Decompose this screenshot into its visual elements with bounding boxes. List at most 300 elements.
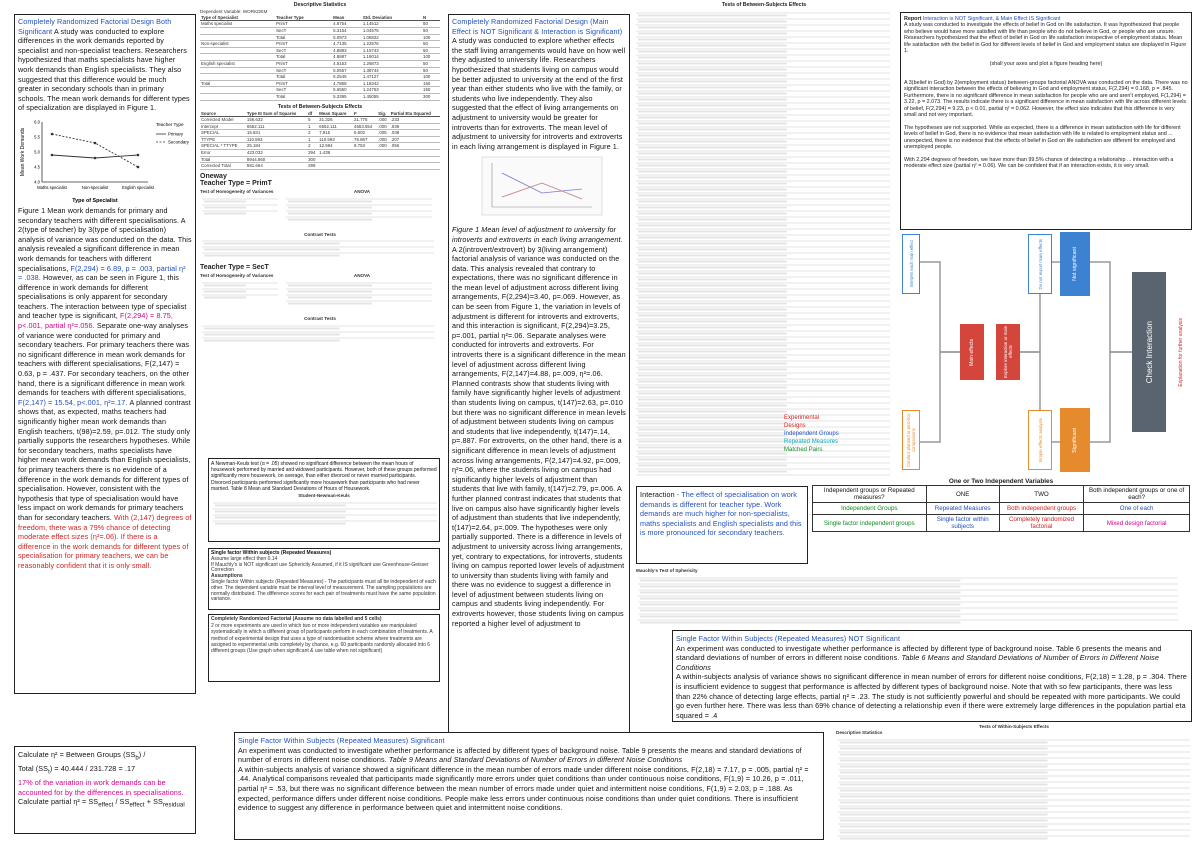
table-text-placeholder bbox=[640, 597, 960, 599]
desc-cell: 4.8883 bbox=[332, 47, 362, 54]
crf-figure-caption: Figure 1 Mean work demands for primary and secondary teachers with different specialisations. bbox=[18, 205, 180, 225]
snk-gridlines bbox=[213, 503, 437, 525]
sec-homog-title: Test of Homogeneity of Variances bbox=[200, 273, 274, 279]
table-text-placeholder bbox=[638, 141, 787, 143]
anova-cell: 423.032 bbox=[246, 150, 307, 157]
table-text-placeholder bbox=[640, 621, 960, 623]
within-sig-italic: Table 9 Means and Standard Deviations of Number of Errors in different Noise Conditions bbox=[388, 755, 683, 765]
table-text-placeholder bbox=[638, 213, 787, 215]
anova-cell bbox=[377, 150, 390, 157]
desc-cell: 1.47127 bbox=[362, 74, 422, 81]
table-text-placeholder bbox=[638, 45, 787, 47]
table-text-placeholder bbox=[638, 387, 787, 389]
table-text-placeholder bbox=[638, 471, 787, 473]
crf-stat-b: F(2,294) = 8.75, p<.001, partial η²=.056. bbox=[18, 311, 173, 331]
anova-cell: 1 bbox=[307, 123, 318, 130]
work-demands-line-chart bbox=[18, 116, 194, 204]
anova-cell: .207 bbox=[390, 136, 440, 143]
calc-partial-end: + SS bbox=[144, 797, 163, 807]
anova-cell bbox=[318, 156, 353, 163]
iv-h2: TWO bbox=[999, 486, 1083, 503]
report-title: Interaction is NOT Significant, & Main Effect IS Significant bbox=[922, 16, 1061, 22]
table-text-placeholder bbox=[638, 39, 787, 41]
table-text-placeholder bbox=[840, 759, 1048, 761]
x-tick-label: Non-specialist bbox=[81, 184, 109, 190]
prim-homog bbox=[200, 189, 280, 230]
desc-title: Descriptive Statistics bbox=[293, 2, 347, 8]
teacher-prim-title: Teacher Type = PrimT bbox=[200, 179, 272, 187]
anova-cell bbox=[390, 150, 440, 157]
desc-dv: Dependent Variable: WORKDEM bbox=[200, 9, 268, 14]
desc-cell: 1.14512 bbox=[362, 21, 422, 28]
within-ns-italic: Table 6 Means and Standard Deviations of Number of Errors in Different Noise Conditions bbox=[676, 653, 1159, 672]
flow-note4: Explanation for further analysis bbox=[1178, 317, 1184, 387]
newman-keuls-text: A Newman-Keuls test (α = .05) showed no significant difference between the mean hours of housework performed by married and widowed participants. However, both of these groups performed significantly more housework, on average, than either divorced or never married participants. Divorced participants performed significantly more housework than participants who had never married. Table 8 Mean and Standard Deviations of Hours of Housework. bbox=[211, 461, 437, 492]
anova-cell: .005 bbox=[377, 130, 390, 137]
anova-cell: 1 bbox=[307, 136, 318, 143]
series-line-secondary bbox=[52, 134, 138, 167]
legend-independent: Independent Groups bbox=[784, 431, 839, 437]
iv-r2-3: One of each bbox=[1084, 503, 1190, 515]
desc-cell: 100 bbox=[422, 34, 440, 41]
calc-line3: 17% of the variation in work demands can be accounted for by the differences in specialisations. bbox=[18, 778, 184, 797]
anova-cell: 21.775 bbox=[353, 117, 377, 124]
calculation-box bbox=[14, 746, 196, 834]
table-text-placeholder bbox=[638, 171, 787, 173]
desc-cell bbox=[200, 87, 275, 94]
anova-cell: .038 bbox=[390, 130, 440, 137]
within-ns-text2: A within-subjects analysis of variance shows no significant difference in mean number of errors for different noise conditions, F(2,18) = 1.28, p = .304. There is insufficient evidence to suggest that performance is affected by different types of background noise. Note that with so few participants, there was less than 22% chance of detecting large effects, partial η² = .23. The study is not sufficiently powerful and should be repeated with more participants. We could go even further here. There was less than 69% chance of detecting a relationship even if there were extremely large differences in the population partial eta squared = .4 bbox=[676, 672, 1187, 720]
iv-h0: Independent groups or Repeated measures? bbox=[813, 486, 927, 503]
table-text-placeholder bbox=[840, 795, 1048, 797]
within-sig-text2: A within-subjects analysis of variance showed a significant difference in the mean number of errors made under different noise conditions, F(2,18) = 7.17, p = .005, partial η² = .44. Analytical comparisons revealed that participants made significantly more errors under quiet conditions than under continuous noise conditions, F(1,9) = 10.26, p = .011, partial η² = .53, but there was no significant difference between the mean number of errors made under quiet and intermittent noise conditions, F(1,9) = 2.03, p = .188. As expected, performance differs under different noise conditions. People make less errors under continuous noise conditions than under quiet conditions. There is insufficient evidence to suggest any difference in performance between quiet and intermittent noise conditions. bbox=[238, 764, 809, 813]
table-text-placeholder bbox=[840, 801, 1048, 803]
calc-sub-effect-2: effect bbox=[129, 802, 145, 809]
anova-row bbox=[200, 163, 440, 170]
spss-output-column bbox=[200, 2, 440, 454]
flow-main-label: Main effects bbox=[969, 338, 975, 366]
sec-tables-row bbox=[200, 273, 440, 314]
table-text-placeholder bbox=[638, 417, 787, 419]
table-text-placeholder bbox=[638, 339, 787, 341]
prim-homog-gridlines bbox=[202, 199, 278, 215]
table-text-placeholder bbox=[638, 51, 787, 53]
sec-contrast-grid bbox=[200, 322, 436, 344]
within-significant-panel bbox=[234, 732, 824, 840]
anova-cell: 4553.554 bbox=[353, 123, 377, 130]
anova-header-cell: F bbox=[353, 111, 377, 117]
desc-cell bbox=[200, 47, 275, 54]
table-text-placeholder bbox=[638, 399, 787, 401]
calc-sub-effect: effect bbox=[98, 802, 114, 809]
descriptive-statistics-table bbox=[200, 15, 440, 101]
legend-label-primary: Primary bbox=[168, 131, 184, 137]
desc-row bbox=[200, 54, 440, 61]
table-text-placeholder bbox=[204, 297, 246, 299]
desc-cell bbox=[200, 54, 275, 61]
table-text-placeholder bbox=[840, 837, 1048, 839]
legend-experimental: Experimental bbox=[784, 415, 820, 421]
c3-intro-text: A study was conducted to explore whether effects the staff living arrangements would have on how well they adjusted to university life. Researchers hypothesized that students living on campus would be better adjusted to university at the end of the first year than either students who live with the family, or students who live independently. They also suggested that the effect of living arrangements on adjustment to university would be greater for introverts than for extroverts. The mean level of adjustment to university for introverts and extroverts in each living arrangement is displayed in Figure 1. bbox=[452, 36, 626, 151]
desc-cell: Maths specialist bbox=[200, 21, 275, 28]
desc-cell: 1.22576 bbox=[362, 41, 422, 48]
desc-cell: 4.8887 bbox=[332, 54, 362, 61]
table-text-placeholder bbox=[204, 249, 340, 251]
anova-cell: .000 bbox=[377, 136, 390, 143]
anova-cell: 110.593 bbox=[318, 136, 353, 143]
table-text-placeholder bbox=[638, 279, 787, 281]
anova-cell: 8.753 bbox=[353, 143, 377, 150]
table-text-placeholder bbox=[215, 516, 346, 518]
table-text-placeholder bbox=[638, 285, 787, 287]
sphericity-grid bbox=[636, 574, 1180, 626]
desc-cell: 5.3395 bbox=[332, 93, 362, 100]
flow-check-interaction bbox=[1132, 272, 1166, 432]
table-text-placeholder bbox=[638, 129, 787, 131]
x-tick-label: Maths specialist bbox=[37, 184, 67, 190]
flow-note1: Do not report main effects bbox=[1037, 238, 1043, 290]
table-text-placeholder bbox=[840, 741, 1048, 743]
table-text-placeholder bbox=[204, 243, 340, 245]
anova-header-cell: Partial Eta Squared bbox=[390, 111, 440, 117]
anova-cell: 7.915 bbox=[318, 130, 353, 137]
table-text-placeholder bbox=[638, 255, 787, 257]
anova-row bbox=[200, 136, 440, 143]
y-tick-label: 5.0 bbox=[34, 149, 40, 155]
anova-cell: 300 bbox=[307, 156, 318, 163]
anova-cell: 25.184 bbox=[246, 143, 307, 150]
table-text-placeholder bbox=[638, 207, 787, 209]
calc-sub-b: b bbox=[135, 755, 139, 762]
table-text-placeholder bbox=[640, 585, 960, 587]
table-text-placeholder bbox=[204, 206, 246, 208]
table-text-placeholder bbox=[288, 212, 372, 214]
col5-bottom-tables bbox=[836, 724, 1192, 842]
anova-cell: 6552.111 bbox=[246, 123, 307, 130]
report-text2: A 3(belief in God) by 2(employment status) between-groups factorial ANOVA was conducted on the data. There was no significant interaction between the effects of believing in God and employment status, F(2,294) = 0.168, p = .845. Furthermore, there is no significant difference in mean satisfaction for people who are and aren't employed, F(1,294) = 3.22, p = 2.073. The results indicate there is a significant difference in mean satisfaction with life across different levels of belief, F(2,294) = 9.23, p < 0.01, partial η² = 0.062. However, the effect size indicates that this difference is very small and not very important. bbox=[904, 80, 1188, 119]
flow-sig-label: Significant bbox=[1072, 427, 1078, 453]
table-text-placeholder bbox=[638, 453, 787, 455]
iv-r3-2: Completely randomized factorial bbox=[999, 515, 1083, 532]
iv-decision-table bbox=[812, 478, 1190, 550]
flow-line-1 bbox=[1090, 262, 1132, 352]
oneway-title: Oneway bbox=[200, 172, 227, 180]
desc-cell: 300 bbox=[422, 93, 440, 100]
y-axis-label: Mean Work Demands bbox=[20, 127, 26, 177]
desc-cell: 5.2545 bbox=[332, 74, 362, 81]
data-point-secondary bbox=[137, 166, 140, 169]
c5-table-title: Tests of Within-Subjects Effects bbox=[979, 724, 1049, 729]
desc-cell: 1.06822 bbox=[362, 34, 422, 41]
flow-line-2 bbox=[1090, 352, 1132, 442]
table-text-placeholder bbox=[638, 123, 787, 125]
table-text-placeholder bbox=[215, 522, 346, 524]
desc-cell: Total bbox=[275, 34, 332, 41]
table-text-placeholder bbox=[638, 165, 787, 167]
rules-d: Assumptions bbox=[211, 573, 243, 580]
anova-cell: TTYPE bbox=[200, 136, 246, 143]
data-point-secondary bbox=[94, 142, 97, 145]
between-subjects-table bbox=[200, 111, 440, 170]
crf-body-a: A 2(type of teacher) by 3(type of specialisation) analysis of variance was conducted on the data. This analysis revealed a significant difference in mean work demands for teachers with different specialisations, bbox=[18, 215, 192, 273]
flow-simple-effects bbox=[1028, 410, 1052, 470]
table-text-placeholder bbox=[638, 321, 787, 323]
within-ns bbox=[676, 634, 1188, 720]
desc-cell: 50 bbox=[422, 47, 440, 54]
prim-anova bbox=[284, 189, 440, 230]
desc-cell bbox=[200, 27, 275, 34]
prim-contrast-gridlines bbox=[202, 241, 434, 257]
table-text-placeholder bbox=[638, 177, 787, 179]
anova-cell: 2 bbox=[307, 143, 318, 150]
crf-interaction-panel bbox=[448, 14, 630, 734]
iv-r3-0: Single factor independent groups bbox=[813, 515, 927, 532]
c3-body: A 2(introvert/extrovert) by 3(living arrangement) factorial analysis of variance was conducted on the data. This analysis revealed that contrary to expectations, there was no significant difference in the mean level of adjustment across different living arrangements, F(2,294)=3.40, p=.069. However, as can be seen from Figure 1, the variation in levels of adjustment is different for introverts and extroverts, and this interaction is significant, F(2,294)=3.25, p=.001, partial η²=.06. Separate analyses were conducted for introverts and extroverts. For introverts there is a significant difference in the mean level of adjustment across different living arrangements, F(2,147)=4.88, p=.009, η²=.06. Planned contrasts show that students living with family have significantly higher levels of adjustment than students living on campus, t(147)=2.63, p=.010 but there was no significant difference in mean levels of adjustment between students living on campus and students that live independently, t(147)=.14, p=.887. For extroverts, on the other hand, there is a significant difference in mean levels of adjustment across living arrangements, F(2,147)=4.92, p=.009, η²=.06, where the students living on campus had significantly higher levels of adjustment than students that live with family, t(147)=2.79, p=.006. A further planned contrast indicates that students that live on campus also have significantly higher levels of adjustment than students that live independently, t(147)=2.64, p=.009. The hypotheses were only partially supported. There is a difference in levels of adjustment to university across living arrangements, yet, contrary to expectations, for introverts, students living on campus reported lower levels of adjustment to university than students living with family and there was no evidence to suggest a difference in level of adjustment between students living on campus and students living independently. For extroverts however, those students living on campus reported a higher level of adjustment to bbox=[452, 244, 626, 628]
table-text-placeholder bbox=[204, 340, 340, 342]
y-tick-label: 4.5 bbox=[34, 164, 40, 170]
table-text-placeholder bbox=[638, 201, 787, 203]
desc-cell: 50 bbox=[422, 41, 440, 48]
table-text-placeholder bbox=[638, 375, 787, 377]
anova-row bbox=[200, 143, 440, 150]
crf-heading: Completely Randomized Factorial Design Both Significant bbox=[18, 17, 172, 36]
sec-contrast-gridlines bbox=[202, 326, 434, 342]
legend-repeated: Repeated Measures bbox=[784, 439, 839, 445]
desc-cell: 1.15743 bbox=[362, 47, 422, 54]
calc-partial-label: Calculate partial η² = SS bbox=[18, 797, 99, 807]
table-text-placeholder bbox=[638, 21, 787, 23]
y-tick-label: 4.0 bbox=[34, 179, 40, 185]
table-text-placeholder bbox=[204, 328, 340, 330]
report-label: Report bbox=[904, 16, 922, 22]
y-tick-label: 5.5 bbox=[34, 134, 40, 140]
table-text-placeholder bbox=[204, 212, 246, 214]
desc-row bbox=[200, 21, 440, 28]
anova-cell bbox=[390, 163, 440, 170]
table-text-placeholder bbox=[638, 291, 787, 293]
table-text-placeholder bbox=[288, 291, 372, 293]
table-text-placeholder bbox=[215, 504, 346, 506]
table-text-placeholder bbox=[638, 147, 787, 149]
table-text-placeholder bbox=[288, 297, 372, 299]
table-text-placeholder bbox=[204, 255, 340, 257]
legend-label-secondary: Secondary bbox=[168, 139, 189, 145]
sphericity-tables bbox=[636, 568, 1180, 628]
sphericity-gridlines bbox=[638, 578, 1178, 624]
table-text-placeholder bbox=[638, 81, 787, 83]
anova-cell: 5 bbox=[307, 117, 318, 124]
anova-row bbox=[200, 117, 440, 124]
anova-cell: 1.439 bbox=[318, 150, 353, 157]
iv-r2-2: Both independent groups bbox=[999, 503, 1083, 515]
table-text-placeholder bbox=[638, 57, 787, 59]
desc-header-cell: Std. Deviation bbox=[362, 15, 422, 21]
table-text-placeholder bbox=[288, 303, 372, 305]
table-text-placeholder bbox=[840, 831, 1048, 833]
c5-table-title2: Descriptive Statistics bbox=[836, 729, 883, 735]
anova-cell: Intercept bbox=[200, 123, 246, 130]
interaction-definition-box bbox=[636, 486, 808, 564]
table-text-placeholder bbox=[638, 267, 787, 269]
table-text-placeholder bbox=[840, 789, 1048, 791]
table-text-placeholder bbox=[638, 87, 787, 89]
table-text-placeholder bbox=[638, 237, 787, 239]
desc-cell: SecT bbox=[275, 47, 332, 54]
iv-h3: Both independent groups or one of each? bbox=[1084, 486, 1190, 503]
report-content bbox=[904, 16, 1188, 170]
data-point-primary bbox=[51, 154, 54, 157]
anova-header-cell: Mean Square bbox=[318, 111, 353, 117]
calc-sub-t: t bbox=[48, 769, 50, 776]
table-text-placeholder bbox=[638, 429, 787, 431]
desc-row bbox=[200, 34, 440, 41]
iv-r3-3: Mixed design factorial bbox=[1084, 515, 1190, 532]
anova-cell bbox=[377, 156, 390, 163]
anova-cell: .000 bbox=[377, 123, 390, 130]
table-text-placeholder bbox=[638, 327, 787, 329]
table-text-placeholder bbox=[840, 753, 1048, 755]
desc-row bbox=[200, 67, 440, 74]
table-text-placeholder bbox=[638, 69, 787, 71]
desc-cell: 1.26873 bbox=[362, 60, 422, 67]
iv-r2-1: Repeated Measures bbox=[926, 503, 999, 515]
flow-line-5 bbox=[920, 262, 960, 352]
table-text-placeholder bbox=[638, 405, 787, 407]
table-text-placeholder bbox=[638, 351, 787, 353]
flow-note-interpret bbox=[902, 234, 920, 294]
anova-cell: 15.831 bbox=[246, 130, 307, 137]
snk-grid bbox=[211, 499, 439, 529]
table-text-placeholder bbox=[640, 579, 960, 581]
sphericity-title: Mauchly's Test of Sphericity bbox=[636, 568, 698, 573]
table-text-placeholder bbox=[638, 159, 787, 161]
iv-r2-0: Independent Groups bbox=[813, 503, 927, 515]
anova-cell: 8944.860 bbox=[246, 156, 307, 163]
calc-line1: Calculate η² = Between Groups $(SS_b)$ / bbox=[18, 750, 146, 762]
desc-cell: 4.7135 bbox=[332, 41, 362, 48]
crf-stat-c: F(2,147) = 15.54, p<.001, η²=.17. bbox=[18, 397, 128, 407]
calc-sub-residual: residual bbox=[162, 802, 185, 809]
table-text-placeholder bbox=[640, 615, 960, 617]
anova-cell: .939 bbox=[390, 123, 440, 130]
table-text-placeholder bbox=[638, 153, 787, 155]
table-text-placeholder bbox=[638, 345, 787, 347]
table-text-placeholder bbox=[638, 63, 787, 65]
interaction-text: - The effect of specialisation on work demands is different for teacher type. Work demands are much higher for non-specialists, maths specialists and English specialists and this is more pronounced for secondary teachers. bbox=[640, 490, 802, 538]
anova-cell: SPECIAL bbox=[200, 130, 246, 137]
table-text-placeholder bbox=[638, 135, 787, 137]
anova-cell: 294 bbox=[307, 150, 318, 157]
desc-cell: Total bbox=[275, 74, 332, 81]
legend-designs: Designs bbox=[784, 423, 806, 429]
anova-cell: .056 bbox=[390, 143, 440, 150]
flow-not-significant bbox=[1060, 232, 1090, 296]
bottom-left-spss bbox=[636, 688, 666, 728]
desc-cell: 1.24753 bbox=[362, 87, 422, 94]
table-text-placeholder bbox=[840, 765, 1048, 767]
desc-row bbox=[200, 87, 440, 94]
within-ns-text1: An experiment was conducted to investigate whether performance is affected by different type of background noise. Table 6 presents the means and standard deviations of number of errors in different noise conditions. bbox=[676, 643, 1162, 663]
desc-cell bbox=[200, 93, 275, 100]
c3-figure-caption: Figure 1 Mean level of adjustment to university for introverts and extroverts in each living arrangement. bbox=[452, 225, 623, 244]
desc-cell: 50 bbox=[422, 67, 440, 74]
rules-b: Assume large effect then 0.14 bbox=[211, 555, 278, 562]
crf-results bbox=[18, 206, 192, 571]
table-text-placeholder bbox=[204, 334, 340, 336]
within-not-significant-panel bbox=[672, 630, 1192, 722]
desc-cell: 5.3154 bbox=[332, 27, 362, 34]
interaction-title: Interaction bbox=[640, 490, 675, 499]
within-ns-heading: Single Factor Within Subjects (Repeated Measures) NOT Significant bbox=[676, 634, 901, 643]
sec-anova-title: ANOVA bbox=[353, 273, 371, 279]
table-text-placeholder bbox=[638, 447, 787, 449]
iv-r3-1: Single factor within subjects bbox=[926, 515, 999, 532]
calc-line4 bbox=[18, 797, 192, 811]
table-text-placeholder bbox=[638, 435, 787, 437]
table-text-placeholder bbox=[638, 393, 787, 395]
anova-cell: 31.326 bbox=[318, 117, 353, 124]
flow-simple-label: Simple effects analysis bbox=[1037, 417, 1043, 463]
desc-cell: 150 bbox=[422, 80, 440, 87]
anova-row bbox=[200, 150, 440, 157]
report-text4: With 2,294 degrees of freedom, we have more than 99.5% chance of detecting a relationship ... interaction with a moderate effect size (partial η² = 0.06). We can be confident that if an interaction exists, it is very small. bbox=[904, 156, 1174, 170]
desc-cell bbox=[200, 67, 275, 74]
table-text-placeholder bbox=[638, 93, 787, 95]
calc-partial-mid: / SS bbox=[113, 797, 130, 807]
prim-contrast-grid bbox=[200, 237, 436, 259]
desc-cell: 100 bbox=[422, 74, 440, 81]
flow-lines bbox=[920, 262, 1132, 442]
anova-row bbox=[200, 156, 440, 163]
table-text-placeholder bbox=[638, 303, 787, 305]
desc-cell: Non-specialist bbox=[200, 41, 275, 48]
data-point-secondary bbox=[51, 133, 54, 136]
desc-header-cell: Teacher Type bbox=[275, 15, 332, 21]
desc-row bbox=[200, 47, 440, 54]
anova-row bbox=[200, 123, 440, 130]
table-text-placeholder bbox=[638, 363, 787, 365]
desc-cell: PrimT bbox=[275, 21, 332, 28]
desc-cell: 150 bbox=[422, 87, 440, 94]
table-text-placeholder bbox=[638, 357, 787, 359]
interaction-flowchart bbox=[900, 232, 1192, 472]
newman-keuls-note bbox=[208, 458, 440, 542]
table-text-placeholder bbox=[288, 200, 372, 202]
table-text-placeholder bbox=[288, 218, 372, 220]
table-text-placeholder bbox=[638, 441, 787, 443]
anova-cell: Corrected Model bbox=[200, 117, 246, 124]
desc-row bbox=[200, 93, 440, 100]
within-sig-text1: An experiment was conducted to investigate whether performance is affected by different types of background noise. Table 9 presents the means and standard deviations of number of errors in different noise conditions. bbox=[238, 745, 802, 765]
table-text-placeholder bbox=[638, 27, 787, 29]
desc-row bbox=[200, 74, 440, 81]
anova-cell: 76.867 bbox=[353, 136, 377, 143]
anova-cell: 12.594 bbox=[318, 143, 353, 150]
crf-intro bbox=[18, 17, 192, 113]
table-text-placeholder bbox=[840, 807, 1048, 809]
sec-contrast-title: Contrast Tests bbox=[304, 316, 336, 322]
desc-cell: 5.0557 bbox=[332, 67, 362, 74]
desc-cell: PrimT bbox=[275, 60, 332, 67]
table-text-placeholder bbox=[638, 189, 787, 191]
table-text-placeholder bbox=[638, 315, 787, 317]
table-text-placeholder bbox=[288, 285, 372, 287]
data-point-primary bbox=[94, 157, 97, 160]
table-text-placeholder bbox=[840, 771, 1048, 773]
desc-cell: 1.04575 bbox=[362, 27, 422, 34]
c5-bottom-gridlines bbox=[838, 740, 1190, 840]
anova-cell: 2 bbox=[307, 130, 318, 137]
